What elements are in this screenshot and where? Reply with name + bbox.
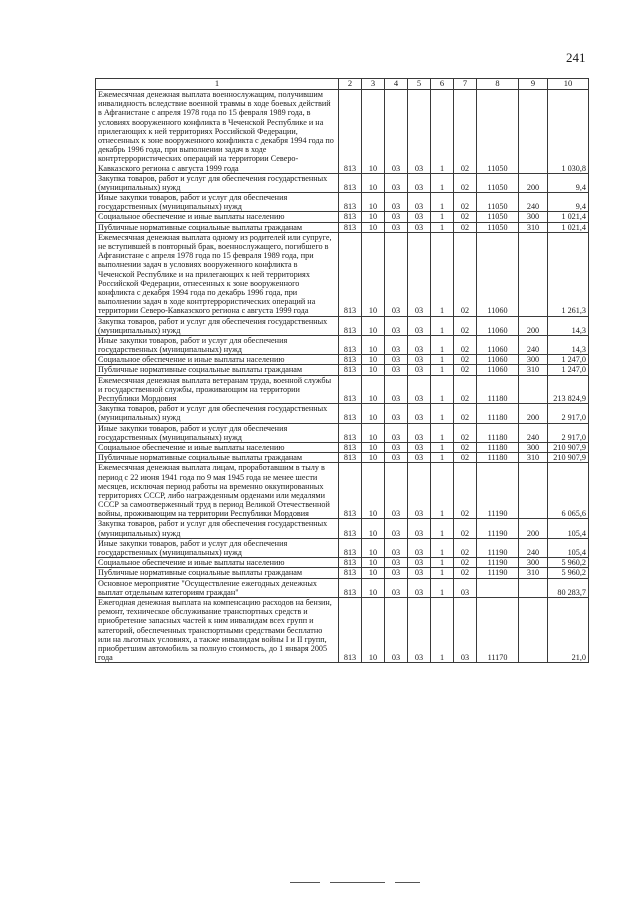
column-header: 4 bbox=[385, 79, 408, 90]
row-code-8: 11060 bbox=[477, 232, 519, 316]
row-code-4: 03 bbox=[385, 538, 408, 557]
row-code-3: 10 bbox=[362, 90, 385, 174]
row-amount: 1 021,4 bbox=[548, 222, 589, 232]
row-code-7: 02 bbox=[454, 442, 477, 452]
row-code-5: 03 bbox=[408, 335, 431, 354]
row-description: Иные закупки товаров, работ и услуг для обеспечения государственных (муниципальных) нужд bbox=[96, 538, 339, 557]
row-code-6: 1 bbox=[431, 597, 454, 662]
row-code-2: 813 bbox=[339, 375, 362, 404]
column-header: 9 bbox=[519, 79, 548, 90]
row-code-8: 11180 bbox=[477, 442, 519, 452]
row-code-8: 11050 bbox=[477, 222, 519, 232]
row-code-3: 10 bbox=[362, 519, 385, 538]
row-code-5: 03 bbox=[408, 578, 431, 597]
row-amount: 2 917,0 bbox=[548, 404, 589, 423]
row-code-4: 03 bbox=[385, 442, 408, 452]
row-code-8: 11180 bbox=[477, 375, 519, 404]
row-code-3: 10 bbox=[362, 558, 385, 568]
row-code-6: 1 bbox=[431, 355, 454, 365]
row-description: Социальное обеспечение и иные выплаты населению bbox=[96, 558, 339, 568]
row-amount: 105,4 bbox=[548, 519, 589, 538]
table-row bbox=[96, 355, 589, 365]
row-code-6: 1 bbox=[431, 365, 454, 375]
row-description: Иные закупки товаров, работ и услуг для обеспечения государственных (муниципальных) нужд bbox=[96, 423, 339, 442]
row-code-8: 11050 bbox=[477, 173, 519, 192]
row-code-2: 813 bbox=[339, 222, 362, 232]
row-code-7: 02 bbox=[454, 558, 477, 568]
row-amount: 14,3 bbox=[548, 316, 589, 335]
column-header: 6 bbox=[431, 79, 454, 90]
row-amount: 1 021,4 bbox=[548, 212, 589, 222]
table-row bbox=[96, 453, 589, 463]
table-row bbox=[96, 558, 589, 568]
row-code-7: 02 bbox=[454, 538, 477, 557]
row-code-9 bbox=[519, 578, 548, 597]
row-code-9 bbox=[519, 375, 548, 404]
row-code-8: 11190 bbox=[477, 538, 519, 557]
row-code-3: 10 bbox=[362, 442, 385, 452]
row-code-9: 240 bbox=[519, 423, 548, 442]
row-code-6: 1 bbox=[431, 193, 454, 212]
row-code-8: 11060 bbox=[477, 365, 519, 375]
table-row bbox=[96, 423, 589, 442]
row-code-9: 310 bbox=[519, 365, 548, 375]
row-code-8: 11190 bbox=[477, 558, 519, 568]
footer-rule bbox=[330, 882, 385, 883]
column-header: 2 bbox=[339, 79, 362, 90]
row-code-4: 03 bbox=[385, 453, 408, 463]
row-description: Публичные нормативные социальные выплаты гражданам bbox=[96, 453, 339, 463]
row-code-8: 11170 bbox=[477, 597, 519, 662]
row-amount: 9,4 bbox=[548, 193, 589, 212]
row-code-6: 1 bbox=[431, 568, 454, 578]
row-code-5: 03 bbox=[408, 463, 431, 519]
header-row bbox=[96, 79, 589, 90]
table-row bbox=[96, 375, 589, 404]
table-row bbox=[96, 568, 589, 578]
row-amount: 213 824,9 bbox=[548, 375, 589, 404]
row-code-4: 03 bbox=[385, 335, 408, 354]
row-code-5: 03 bbox=[408, 404, 431, 423]
row-code-5: 03 bbox=[408, 597, 431, 662]
row-code-4: 03 bbox=[385, 578, 408, 597]
column-header: 1 bbox=[96, 79, 339, 90]
row-code-6: 1 bbox=[431, 453, 454, 463]
row-code-2: 813 bbox=[339, 355, 362, 365]
row-amount: 1 247,0 bbox=[548, 355, 589, 365]
row-code-4: 03 bbox=[385, 597, 408, 662]
table-row bbox=[96, 404, 589, 423]
row-amount: 1 030,8 bbox=[548, 90, 589, 174]
row-code-7: 02 bbox=[454, 173, 477, 192]
column-header: 3 bbox=[362, 79, 385, 90]
row-code-4: 03 bbox=[385, 316, 408, 335]
column-header: 8 bbox=[477, 79, 519, 90]
row-code-5: 03 bbox=[408, 222, 431, 232]
row-code-5: 03 bbox=[408, 365, 431, 375]
row-code-6: 1 bbox=[431, 375, 454, 404]
row-code-9: 200 bbox=[519, 404, 548, 423]
row-code-6: 1 bbox=[431, 232, 454, 316]
row-code-5: 03 bbox=[408, 90, 431, 174]
row-code-4: 03 bbox=[385, 568, 408, 578]
row-description: Публичные нормативные социальные выплаты гражданам bbox=[96, 222, 339, 232]
row-code-3: 10 bbox=[362, 335, 385, 354]
row-amount: 80 283,7 bbox=[548, 578, 589, 597]
table-row bbox=[96, 90, 589, 174]
row-code-3: 10 bbox=[362, 463, 385, 519]
row-code-7: 02 bbox=[454, 232, 477, 316]
column-header: 10 bbox=[548, 79, 589, 90]
row-description: Иные закупки товаров, работ и услуг для обеспечения государственных (муниципальных) нужд bbox=[96, 335, 339, 354]
row-code-4: 03 bbox=[385, 90, 408, 174]
row-description: Ежемесячная денежная выплата лицам, проработавшим в тылу в период с 22 июня 1941 года по 9 мая 1945 года не менее шести месяцев, исключая период работы на временно оккупированных территориях СССР, либо награжденным орденами или медалями СССР за самоотверженный труд в период Великой Отечественной войны, проживающим на территории Республики Мордовия bbox=[96, 463, 339, 519]
row-code-3: 10 bbox=[362, 222, 385, 232]
row-code-8: 11060 bbox=[477, 335, 519, 354]
row-code-8: 11050 bbox=[477, 212, 519, 222]
row-code-2: 813 bbox=[339, 365, 362, 375]
row-amount: 2 917,0 bbox=[548, 423, 589, 442]
row-code-4: 03 bbox=[385, 558, 408, 568]
footer-rule bbox=[290, 882, 320, 883]
table-row bbox=[96, 597, 589, 662]
table-row bbox=[96, 316, 589, 335]
row-code-3: 10 bbox=[362, 597, 385, 662]
row-code-3: 10 bbox=[362, 355, 385, 365]
row-code-7: 03 bbox=[454, 578, 477, 597]
row-code-2: 813 bbox=[339, 173, 362, 192]
row-code-8: 11190 bbox=[477, 519, 519, 538]
row-code-7: 02 bbox=[454, 519, 477, 538]
row-code-6: 1 bbox=[431, 463, 454, 519]
row-code-9: 310 bbox=[519, 222, 548, 232]
row-amount: 1 247,0 bbox=[548, 365, 589, 375]
row-code-9: 300 bbox=[519, 212, 548, 222]
row-code-2: 813 bbox=[339, 90, 362, 174]
row-code-7: 02 bbox=[454, 423, 477, 442]
row-code-9: 310 bbox=[519, 453, 548, 463]
row-code-4: 03 bbox=[385, 423, 408, 442]
row-description: Социальное обеспечение и иные выплаты населению bbox=[96, 212, 339, 222]
row-code-7: 02 bbox=[454, 404, 477, 423]
row-code-9: 240 bbox=[519, 193, 548, 212]
row-code-2: 813 bbox=[339, 597, 362, 662]
row-code-7: 02 bbox=[454, 316, 477, 335]
page-number: 241 bbox=[566, 50, 586, 65]
table-row bbox=[96, 193, 589, 212]
row-description: Закупка товаров, работ и услуг для обеспечения государственных (муниципальных) нужд bbox=[96, 173, 339, 192]
row-code-4: 03 bbox=[385, 212, 408, 222]
row-code-9: 300 bbox=[519, 558, 548, 568]
row-code-7: 02 bbox=[454, 212, 477, 222]
row-code-4: 03 bbox=[385, 519, 408, 538]
row-code-5: 03 bbox=[408, 568, 431, 578]
row-code-5: 03 bbox=[408, 453, 431, 463]
row-code-5: 03 bbox=[408, 212, 431, 222]
row-amount: 1 261,3 bbox=[548, 232, 589, 316]
row-amount: 14,3 bbox=[548, 335, 589, 354]
row-code-9: 200 bbox=[519, 316, 548, 335]
row-code-3: 10 bbox=[362, 173, 385, 192]
row-code-4: 03 bbox=[385, 193, 408, 212]
row-amount: 105,4 bbox=[548, 538, 589, 557]
row-code-8: 11050 bbox=[477, 193, 519, 212]
row-code-7: 02 bbox=[454, 365, 477, 375]
row-code-9: 240 bbox=[519, 538, 548, 557]
row-code-4: 03 bbox=[385, 404, 408, 423]
row-code-7: 02 bbox=[454, 335, 477, 354]
row-code-6: 1 bbox=[431, 578, 454, 597]
row-code-2: 813 bbox=[339, 212, 362, 222]
budget-table bbox=[95, 78, 589, 663]
row-code-8 bbox=[477, 578, 519, 597]
row-code-4: 03 bbox=[385, 173, 408, 192]
row-code-8: 11180 bbox=[477, 404, 519, 423]
row-description: Ежемесячная денежная выплата военнослужащим, получившим инвалидность вследствие военной травмы в ходе боевых действий в Афганистане с апреля 1978 года по 15 февраля 1989 года, в условиях вооруженного конфликта в Чеченской Республике и на прилегающих к ней территориях Российской Федерации, отнесенных к зоне вооруженного конфликта с декабря 1994 года по декабрь 1996 года, при выполнении задач в ходе контртеррористических операций на территории Северо-Кавказского региона с августа 1999 года bbox=[96, 90, 339, 174]
row-code-9: 300 bbox=[519, 442, 548, 452]
row-code-6: 1 bbox=[431, 212, 454, 222]
row-code-5: 03 bbox=[408, 193, 431, 212]
row-code-8: 11060 bbox=[477, 316, 519, 335]
row-code-3: 10 bbox=[362, 404, 385, 423]
row-code-7: 02 bbox=[454, 568, 477, 578]
row-description: Основное мероприятие "Осуществление ежегодных денежных выплат отдельным категориям граждан" bbox=[96, 578, 339, 597]
row-code-3: 10 bbox=[362, 538, 385, 557]
row-amount: 5 960,2 bbox=[548, 568, 589, 578]
row-code-2: 813 bbox=[339, 558, 362, 568]
row-code-8: 11180 bbox=[477, 423, 519, 442]
row-code-6: 1 bbox=[431, 222, 454, 232]
table-row bbox=[96, 173, 589, 192]
row-code-9 bbox=[519, 463, 548, 519]
row-code-7: 02 bbox=[454, 90, 477, 174]
table-row bbox=[96, 578, 589, 597]
row-description: Закупка товаров, работ и услуг для обеспечения государственных (муниципальных) нужд bbox=[96, 404, 339, 423]
row-code-2: 813 bbox=[339, 463, 362, 519]
row-code-6: 1 bbox=[431, 404, 454, 423]
row-code-2: 813 bbox=[339, 538, 362, 557]
row-code-3: 10 bbox=[362, 568, 385, 578]
row-code-5: 03 bbox=[408, 355, 431, 365]
row-code-6: 1 bbox=[431, 335, 454, 354]
row-description: Ежемесячная денежная выплата ветеранам труда, военной службы и государственной службы, проживающим на территории Республики Мордовия bbox=[96, 375, 339, 404]
row-code-8: 11050 bbox=[477, 90, 519, 174]
row-code-4: 03 bbox=[385, 375, 408, 404]
row-code-8: 11190 bbox=[477, 463, 519, 519]
row-code-2: 813 bbox=[339, 193, 362, 212]
row-code-2: 813 bbox=[339, 453, 362, 463]
row-code-7: 02 bbox=[454, 222, 477, 232]
row-code-5: 03 bbox=[408, 519, 431, 538]
row-amount: 21,0 bbox=[548, 597, 589, 662]
row-code-5: 03 bbox=[408, 442, 431, 452]
row-code-3: 10 bbox=[362, 316, 385, 335]
table-row bbox=[96, 519, 589, 538]
row-code-5: 03 bbox=[408, 558, 431, 568]
row-code-5: 03 bbox=[408, 232, 431, 316]
row-code-9: 300 bbox=[519, 355, 548, 365]
row-amount: 210 907,9 bbox=[548, 453, 589, 463]
row-code-5: 03 bbox=[408, 423, 431, 442]
row-code-2: 813 bbox=[339, 404, 362, 423]
row-description: Ежемесячная денежная выплата одному из родителей или супруге, не вступившей в повторный брак, военнослужащего, погибшего в Афганистане с апреля 1978 года по 15 февраля 1989 года, при выполнении задач в условиях вооруженного конфликта в Чеченской Республике и на прилегающих к ней территориях Российской Федерации, отнесенных к зоне вооруженного конфликта с декабря 1994 года по декабрь 1996 года, при выполнении задач в ходе контртеррористических операций на территории Северо-Кавказского региона с августа 1999 года bbox=[96, 232, 339, 316]
row-code-2: 813 bbox=[339, 232, 362, 316]
row-description: Социальное обеспечение и иные выплаты населению bbox=[96, 442, 339, 452]
row-code-9 bbox=[519, 232, 548, 316]
row-description: Закупка товаров, работ и услуг для обеспечения государственных (муниципальных) нужд bbox=[96, 316, 339, 335]
row-code-9 bbox=[519, 597, 548, 662]
row-code-3: 10 bbox=[362, 365, 385, 375]
row-code-4: 03 bbox=[385, 232, 408, 316]
row-code-3: 10 bbox=[362, 578, 385, 597]
row-code-5: 03 bbox=[408, 173, 431, 192]
row-amount: 210 907,9 bbox=[548, 442, 589, 452]
table-row bbox=[96, 222, 589, 232]
row-code-2: 813 bbox=[339, 442, 362, 452]
row-code-5: 03 bbox=[408, 375, 431, 404]
row-code-9: 200 bbox=[519, 173, 548, 192]
row-code-4: 03 bbox=[385, 365, 408, 375]
table-row bbox=[96, 538, 589, 557]
row-code-7: 03 bbox=[454, 597, 477, 662]
row-code-6: 1 bbox=[431, 90, 454, 174]
table-body bbox=[96, 90, 589, 663]
row-code-2: 813 bbox=[339, 578, 362, 597]
row-amount: 6 065,6 bbox=[548, 463, 589, 519]
row-code-8: 11180 bbox=[477, 453, 519, 463]
row-code-7: 02 bbox=[454, 355, 477, 365]
row-description: Ежегодная денежная выплата на компенсацию расходов на бензин, ремонт, техническое обслуживание транспортных средств и приобретение запасных частей к ним инвалидам всех групп и категорий, обеспеченных транспортными средствами бесплатно или на льготных условиях, а также инвалидам войны I и II групп, приобретшим автомобиль за полную стоимость, до 1 января 2005 года bbox=[96, 597, 339, 662]
row-code-6: 1 bbox=[431, 519, 454, 538]
row-code-5: 03 bbox=[408, 316, 431, 335]
row-description: Публичные нормативные социальные выплаты гражданам bbox=[96, 568, 339, 578]
row-code-9: 240 bbox=[519, 335, 548, 354]
table-row bbox=[96, 463, 589, 519]
row-description: Закупка товаров, работ и услуг для обеспечения государственных (муниципальных) нужд bbox=[96, 519, 339, 538]
row-description: Иные закупки товаров, работ и услуг для обеспечения государственных (муниципальных) нужд bbox=[96, 193, 339, 212]
row-code-6: 1 bbox=[431, 423, 454, 442]
table-row bbox=[96, 335, 589, 354]
table-row bbox=[96, 442, 589, 452]
row-code-3: 10 bbox=[362, 423, 385, 442]
row-code-4: 03 bbox=[385, 222, 408, 232]
row-code-4: 03 bbox=[385, 463, 408, 519]
row-code-8: 11190 bbox=[477, 568, 519, 578]
column-header: 5 bbox=[408, 79, 431, 90]
row-code-2: 813 bbox=[339, 316, 362, 335]
row-code-3: 10 bbox=[362, 375, 385, 404]
row-code-6: 1 bbox=[431, 538, 454, 557]
row-code-2: 813 bbox=[339, 423, 362, 442]
row-code-6: 1 bbox=[431, 442, 454, 452]
row-code-9 bbox=[519, 90, 548, 174]
row-code-3: 10 bbox=[362, 232, 385, 316]
row-code-2: 813 bbox=[339, 568, 362, 578]
table-row bbox=[96, 232, 589, 316]
row-code-2: 813 bbox=[339, 519, 362, 538]
row-code-3: 10 bbox=[362, 193, 385, 212]
row-code-9: 310 bbox=[519, 568, 548, 578]
row-amount: 9,4 bbox=[548, 173, 589, 192]
table-row bbox=[96, 365, 589, 375]
row-code-2: 813 bbox=[339, 335, 362, 354]
column-header: 7 bbox=[454, 79, 477, 90]
row-code-6: 1 bbox=[431, 173, 454, 192]
row-code-6: 1 bbox=[431, 558, 454, 568]
footer-rule bbox=[395, 882, 420, 883]
row-description: Публичные нормативные социальные выплаты гражданам bbox=[96, 365, 339, 375]
row-code-9: 200 bbox=[519, 519, 548, 538]
row-code-7: 02 bbox=[454, 375, 477, 404]
row-code-3: 10 bbox=[362, 453, 385, 463]
row-code-7: 02 bbox=[454, 193, 477, 212]
table-row bbox=[96, 212, 589, 222]
row-code-3: 10 bbox=[362, 212, 385, 222]
row-description: Социальное обеспечение и иные выплаты населению bbox=[96, 355, 339, 365]
row-code-7: 02 bbox=[454, 453, 477, 463]
row-code-4: 03 bbox=[385, 355, 408, 365]
row-code-6: 1 bbox=[431, 316, 454, 335]
row-amount: 5 960,2 bbox=[548, 558, 589, 568]
row-code-7: 02 bbox=[454, 463, 477, 519]
row-code-8: 11060 bbox=[477, 355, 519, 365]
row-code-5: 03 bbox=[408, 538, 431, 557]
